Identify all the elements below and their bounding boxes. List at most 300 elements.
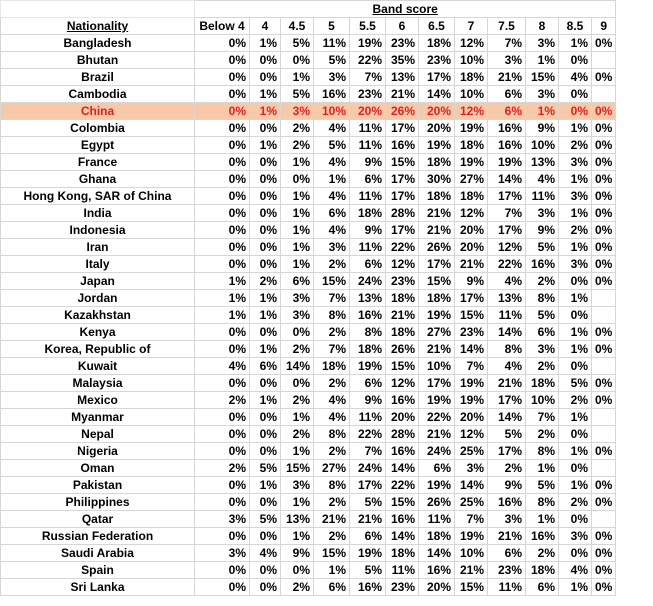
percent-cell: 2% [314, 324, 350, 341]
percent-cell: 18% [350, 341, 386, 358]
percent-cell: 18% [386, 290, 419, 307]
percent-cell: 0% [195, 443, 250, 460]
percent-cell: 0% [195, 188, 250, 205]
percent-cell: 22% [386, 239, 419, 256]
percent-cell: 11% [526, 188, 559, 205]
percent-cell: 6% [488, 545, 526, 562]
percent-cell: 0% [592, 35, 616, 52]
percent-cell: 15% [281, 460, 314, 477]
percent-cell: 0% [559, 545, 592, 562]
percent-cell: 0% [195, 86, 250, 103]
percent-cell: 14% [455, 341, 488, 358]
percent-cell: 0% [559, 460, 592, 477]
table-row [1, 171, 616, 188]
percent-cell: 1% [250, 103, 281, 120]
nationality-cell: Iran [1, 239, 195, 256]
percent-cell: 5% [281, 86, 314, 103]
band-column-header: 4.5 [281, 18, 314, 35]
percent-cell: 0% [559, 86, 592, 103]
percent-cell: 18% [526, 375, 559, 392]
percent-cell: 0% [195, 222, 250, 239]
percent-cell: 1% [250, 137, 281, 154]
table-row [1, 375, 616, 392]
percent-cell: 0% [592, 375, 616, 392]
percent-cell: 0% [195, 239, 250, 256]
percent-cell: 8% [526, 443, 559, 460]
percent-cell: 28% [386, 205, 419, 222]
percent-cell: 2% [281, 426, 314, 443]
percent-cell: 3% [526, 205, 559, 222]
table-row [1, 324, 616, 341]
percent-cell: 0% [592, 171, 616, 188]
percent-cell: 1% [559, 477, 592, 494]
percent-cell: 16% [386, 137, 419, 154]
percent-cell: 3% [559, 256, 592, 273]
percent-cell: 0% [195, 137, 250, 154]
percent-cell: 0% [195, 579, 250, 596]
percent-cell: 1% [250, 290, 281, 307]
nationality-cell: France [1, 154, 195, 171]
percent-cell: 24% [350, 273, 386, 290]
percent-cell: 0% [250, 171, 281, 188]
percent-cell: 10% [455, 545, 488, 562]
percent-cell: 24% [350, 460, 386, 477]
percent-cell: 10% [314, 103, 350, 120]
percent-cell: 27% [455, 171, 488, 188]
percent-cell: 26% [419, 494, 455, 511]
percent-cell: 15% [386, 494, 419, 511]
band-column-header: 5 [314, 18, 350, 35]
table-row [1, 460, 616, 477]
percent-cell: 20% [455, 222, 488, 239]
percent-cell [592, 511, 616, 528]
percent-cell: 1% [559, 341, 592, 358]
percent-cell: 8% [314, 477, 350, 494]
percent-cell: 0% [195, 205, 250, 222]
percent-cell: 11% [314, 35, 350, 52]
percent-cell: 21% [419, 222, 455, 239]
nationality-cell: Indonesia [1, 222, 195, 239]
percent-cell: 7% [350, 69, 386, 86]
percent-cell: 23% [386, 579, 419, 596]
percent-cell: 0% [592, 562, 616, 579]
percent-cell: 5% [488, 426, 526, 443]
percent-cell: 2% [281, 392, 314, 409]
percent-cell: 0% [592, 579, 616, 596]
percent-cell: 23% [419, 52, 455, 69]
percent-cell: 15% [386, 154, 419, 171]
percent-cell: 21% [488, 375, 526, 392]
percent-cell: 2% [281, 137, 314, 154]
percent-cell: 26% [386, 341, 419, 358]
nationality-cell: Egypt [1, 137, 195, 154]
percent-cell: 16% [386, 511, 419, 528]
percent-cell: 6% [350, 256, 386, 273]
percent-cell: 21% [350, 511, 386, 528]
percent-cell: 3% [281, 477, 314, 494]
percent-cell: 1% [281, 409, 314, 426]
percent-cell: 24% [419, 443, 455, 460]
percent-cell: 9% [526, 222, 559, 239]
table-row [1, 511, 616, 528]
percent-cell: 2% [250, 273, 281, 290]
percent-cell: 0% [281, 171, 314, 188]
percent-cell: 0% [250, 154, 281, 171]
percent-cell: 0% [559, 307, 592, 324]
percent-cell: 4% [314, 222, 350, 239]
percent-cell [592, 290, 616, 307]
percent-cell: 2% [314, 494, 350, 511]
percent-cell [592, 86, 616, 103]
percent-cell: 15% [455, 579, 488, 596]
percent-cell: 11% [350, 137, 386, 154]
percent-cell [592, 358, 616, 375]
percent-cell: 2% [314, 528, 350, 545]
percent-cell: 1% [314, 562, 350, 579]
nationality-cell: Qatar [1, 511, 195, 528]
percent-cell: 12% [455, 103, 488, 120]
percent-cell: 2% [314, 443, 350, 460]
percent-cell: 0% [250, 120, 281, 137]
percent-cell: 0% [250, 494, 281, 511]
percent-cell: 1% [250, 341, 281, 358]
percent-cell: 2% [559, 137, 592, 154]
percent-cell: 5% [250, 511, 281, 528]
percent-cell: 15% [455, 307, 488, 324]
percent-cell: 5% [350, 494, 386, 511]
percent-cell: 19% [350, 358, 386, 375]
nationality-cell: India [1, 205, 195, 222]
percent-cell: 12% [488, 239, 526, 256]
percent-cell: 25% [455, 443, 488, 460]
percent-cell: 23% [350, 86, 386, 103]
percent-cell: 1% [559, 239, 592, 256]
percent-cell: 0% [592, 273, 616, 290]
percent-cell: 3% [488, 511, 526, 528]
percent-cell: 22% [419, 409, 455, 426]
percent-cell: 14% [488, 324, 526, 341]
percent-cell: 0% [250, 579, 281, 596]
percent-cell: 22% [386, 477, 419, 494]
percent-cell: 1% [250, 477, 281, 494]
percent-cell: 16% [386, 392, 419, 409]
percent-cell: 15% [314, 273, 350, 290]
percent-cell: 3% [559, 188, 592, 205]
table-row [1, 154, 616, 171]
percent-cell: 13% [526, 154, 559, 171]
percent-cell: 10% [455, 86, 488, 103]
percent-cell: 5% [559, 375, 592, 392]
nationality-cell: Saudi Arabia [1, 545, 195, 562]
percent-cell: 6% [350, 528, 386, 545]
percent-cell: 0% [592, 205, 616, 222]
nationality-cell: Kazakhstan [1, 307, 195, 324]
percent-cell: 21% [386, 86, 419, 103]
percent-cell: 13% [281, 511, 314, 528]
percent-cell: 0% [195, 324, 250, 341]
percent-cell: 18% [419, 528, 455, 545]
nationality-cell: China [1, 103, 195, 120]
table-row [1, 358, 616, 375]
percent-cell: 17% [386, 120, 419, 137]
percent-cell [592, 460, 616, 477]
percent-cell: 21% [488, 69, 526, 86]
percent-cell: 15% [526, 69, 559, 86]
percent-cell: 28% [386, 426, 419, 443]
percent-cell: 18% [419, 35, 455, 52]
percent-cell: 5% [350, 562, 386, 579]
percent-cell: 6% [488, 103, 526, 120]
percent-cell: 0% [250, 409, 281, 426]
table-row [1, 103, 616, 120]
percent-cell: 7% [314, 290, 350, 307]
percent-cell: 1% [559, 171, 592, 188]
percent-cell: 17% [419, 375, 455, 392]
percent-cell: 20% [419, 579, 455, 596]
percent-cell: 7% [314, 341, 350, 358]
percent-cell: 2% [195, 392, 250, 409]
percent-cell: 19% [455, 154, 488, 171]
percent-cell: 19% [455, 528, 488, 545]
percent-cell: 19% [419, 477, 455, 494]
percent-cell: 1% [559, 290, 592, 307]
percent-cell: 0% [592, 69, 616, 86]
table-row [1, 52, 616, 69]
table-row [1, 273, 616, 290]
nationality-cell: Kuwait [1, 358, 195, 375]
percent-cell: 20% [419, 120, 455, 137]
percent-cell: 1% [250, 392, 281, 409]
percent-cell: 0% [250, 562, 281, 579]
percent-cell: 3% [281, 290, 314, 307]
percent-cell: 1% [559, 443, 592, 460]
percent-cell: 1% [250, 307, 281, 324]
table-row [1, 528, 616, 545]
percent-cell [592, 52, 616, 69]
table-row [1, 443, 616, 460]
percent-cell: 0% [195, 154, 250, 171]
table-row [1, 137, 616, 154]
percent-cell: 6% [419, 460, 455, 477]
percent-cell: 6% [281, 273, 314, 290]
nationality-cell: Bangladesh [1, 35, 195, 52]
percent-cell: 5% [526, 477, 559, 494]
percent-cell: 0% [592, 477, 616, 494]
percent-cell: 11% [350, 188, 386, 205]
percent-cell: 7% [488, 35, 526, 52]
table-row [1, 86, 616, 103]
percent-cell: 8% [314, 307, 350, 324]
percent-cell: 0% [195, 52, 250, 69]
percent-cell: 21% [488, 528, 526, 545]
percent-cell: 11% [350, 239, 386, 256]
band-column-header: Below 4 [195, 18, 250, 35]
percent-cell: 0% [281, 375, 314, 392]
percent-cell: 1% [559, 324, 592, 341]
percent-cell: 2% [526, 426, 559, 443]
table-row [1, 341, 616, 358]
percent-cell: 6% [314, 205, 350, 222]
percent-cell: 0% [592, 188, 616, 205]
percent-cell: 11% [350, 120, 386, 137]
percent-cell: 0% [195, 35, 250, 52]
percent-cell: 0% [250, 256, 281, 273]
percent-cell: 18% [419, 188, 455, 205]
band-column-header: 6 [386, 18, 419, 35]
percent-cell: 0% [281, 52, 314, 69]
percent-cell: 19% [488, 154, 526, 171]
percent-cell: 5% [250, 460, 281, 477]
percent-cell: 0% [195, 477, 250, 494]
percent-cell: 6% [350, 171, 386, 188]
percent-cell: 16% [419, 562, 455, 579]
percent-cell: 1% [195, 273, 250, 290]
table-row [1, 409, 616, 426]
percent-cell: 2% [314, 375, 350, 392]
table-row [1, 222, 616, 239]
percent-cell: 8% [526, 494, 559, 511]
percent-cell: 0% [592, 154, 616, 171]
band-column-header: 6.5 [419, 18, 455, 35]
percent-cell: 1% [281, 69, 314, 86]
percent-cell: 16% [350, 579, 386, 596]
percent-cell: 2% [314, 256, 350, 273]
percent-cell: 21% [314, 511, 350, 528]
percent-cell: 0% [195, 120, 250, 137]
percent-cell: 9% [281, 545, 314, 562]
percent-cell: 15% [314, 545, 350, 562]
percent-cell: 16% [488, 120, 526, 137]
percent-cell: 1% [281, 528, 314, 545]
percent-cell: 0% [559, 273, 592, 290]
percent-cell: 3% [281, 103, 314, 120]
nationality-cell: Brazil [1, 69, 195, 86]
table-row [1, 579, 616, 596]
nationality-cell: Italy [1, 256, 195, 273]
table-row [1, 35, 616, 52]
percent-cell: 1% [526, 460, 559, 477]
percent-cell: 11% [350, 409, 386, 426]
percent-cell: 0% [195, 375, 250, 392]
percent-cell: 1% [281, 494, 314, 511]
band-score-header: Band score [195, 1, 616, 18]
percent-cell: 14% [281, 358, 314, 375]
percent-cell: 6% [350, 375, 386, 392]
band-column-header: 7.5 [488, 18, 526, 35]
table-row [1, 120, 616, 137]
percent-cell: 1% [195, 307, 250, 324]
table-row [1, 392, 616, 409]
percent-cell: 0% [250, 426, 281, 443]
percent-cell: 19% [419, 137, 455, 154]
percent-cell: 3% [559, 154, 592, 171]
percent-cell: 0% [250, 239, 281, 256]
band-column-header: 7 [455, 18, 488, 35]
percent-cell: 3% [195, 545, 250, 562]
percent-cell: 12% [386, 375, 419, 392]
percent-cell: 18% [455, 69, 488, 86]
percent-cell: 3% [314, 239, 350, 256]
percent-cell: 0% [195, 426, 250, 443]
percent-cell: 3% [526, 35, 559, 52]
percent-cell: 0% [250, 324, 281, 341]
percent-cell: 0% [592, 120, 616, 137]
percent-cell: 8% [314, 426, 350, 443]
percent-cell: 17% [488, 222, 526, 239]
percent-cell: 1% [195, 290, 250, 307]
percent-cell: 0% [592, 256, 616, 273]
nationality-cell: Hong Kong, SAR of China [1, 188, 195, 205]
percent-cell: 1% [281, 239, 314, 256]
percent-cell: 9% [526, 120, 559, 137]
percent-cell: 0% [559, 511, 592, 528]
nationality-header: Nationality [1, 18, 195, 35]
percent-cell: 16% [526, 256, 559, 273]
percent-cell: 1% [314, 171, 350, 188]
percent-cell: 12% [455, 35, 488, 52]
percent-cell: 23% [455, 324, 488, 341]
nationality-cell: Myanmar [1, 409, 195, 426]
percent-cell: 17% [350, 477, 386, 494]
percent-cell: 14% [455, 477, 488, 494]
percent-cell: 16% [314, 86, 350, 103]
table-row [1, 239, 616, 256]
percent-cell: 2% [281, 120, 314, 137]
nationality-cell: Russian Federation [1, 528, 195, 545]
percent-cell: 17% [386, 171, 419, 188]
percent-cell: 0% [250, 443, 281, 460]
percent-cell: 21% [419, 426, 455, 443]
percent-cell: 9% [350, 392, 386, 409]
percent-cell: 1% [559, 579, 592, 596]
percent-cell: 17% [488, 188, 526, 205]
percent-cell: 6% [526, 324, 559, 341]
percent-cell: 17% [386, 222, 419, 239]
percent-cell: 20% [386, 409, 419, 426]
percent-cell: 30% [419, 171, 455, 188]
percent-cell: 9% [455, 273, 488, 290]
percent-cell: 3% [195, 511, 250, 528]
percent-cell: 9% [350, 222, 386, 239]
percent-cell: 0% [592, 239, 616, 256]
percent-cell: 0% [195, 256, 250, 273]
percent-cell: 20% [419, 103, 455, 120]
percent-cell: 5% [526, 239, 559, 256]
percent-cell: 10% [526, 137, 559, 154]
percent-cell: 5% [314, 52, 350, 69]
percent-cell: 2% [195, 460, 250, 477]
percent-cell: 0% [250, 528, 281, 545]
percent-cell: 7% [455, 511, 488, 528]
percent-cell: 11% [419, 511, 455, 528]
percent-cell: 27% [314, 460, 350, 477]
percent-cell: 17% [455, 290, 488, 307]
percent-cell: 0% [195, 171, 250, 188]
percent-cell: 0% [195, 69, 250, 86]
percent-cell: 18% [350, 205, 386, 222]
percent-cell: 7% [455, 358, 488, 375]
percent-cell: 7% [488, 205, 526, 222]
percent-cell: 4% [314, 409, 350, 426]
percent-cell: 0% [195, 341, 250, 358]
percent-cell: 0% [250, 375, 281, 392]
percent-cell: 22% [350, 52, 386, 69]
table-row [1, 205, 616, 222]
percent-cell: 12% [386, 256, 419, 273]
percent-cell: 16% [488, 137, 526, 154]
percent-cell: 8% [526, 290, 559, 307]
percent-cell [592, 307, 616, 324]
